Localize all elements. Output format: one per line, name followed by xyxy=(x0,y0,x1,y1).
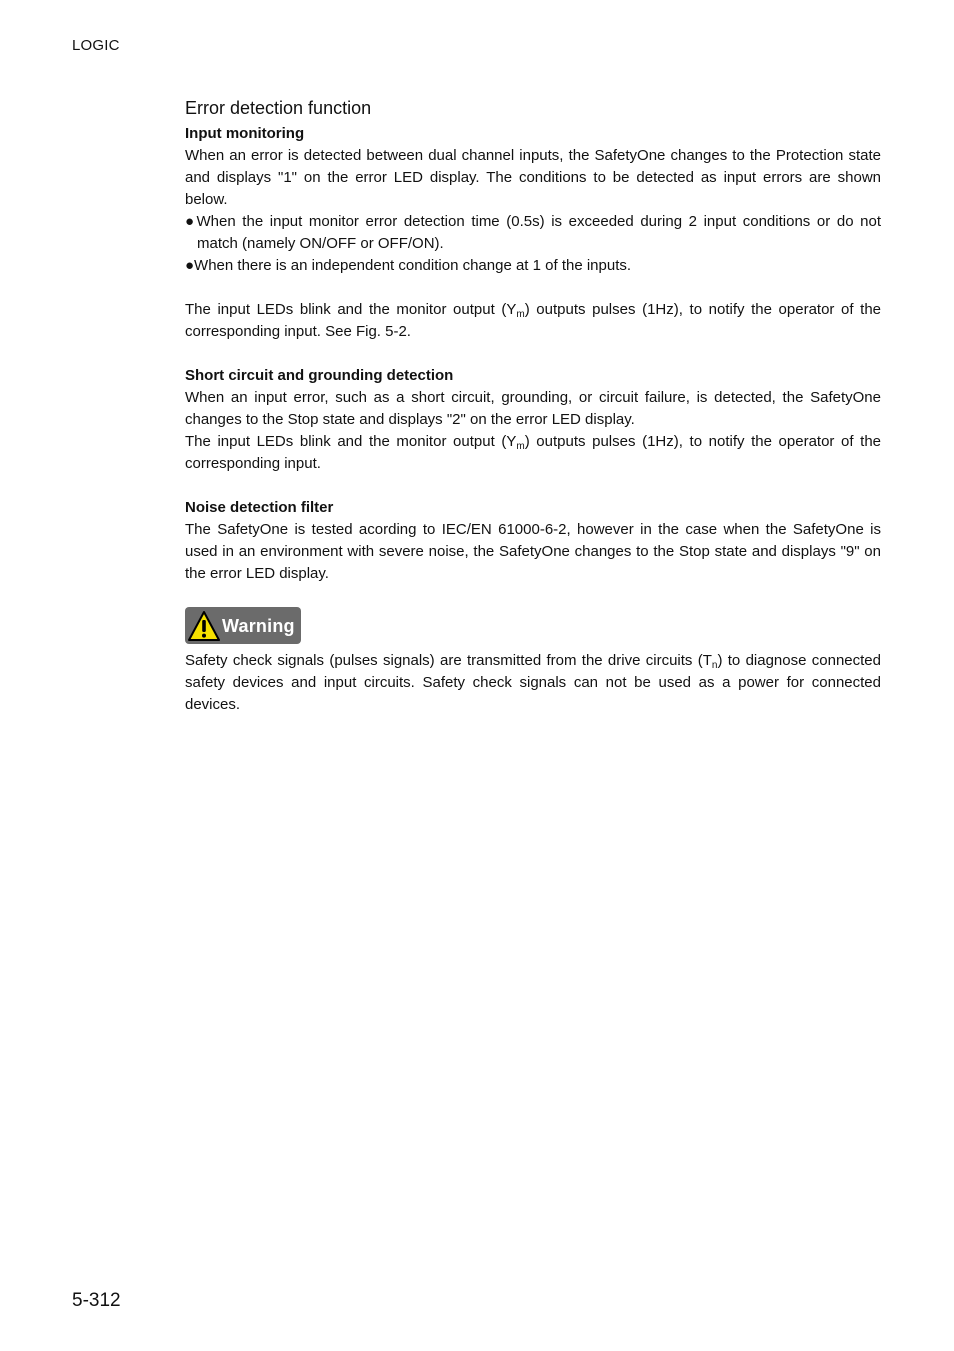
noise-filter-body: The SafetyOne is tested acording to IEC/EN 61000-6-2, however in the case when the SafetyOne is used in an environment with severe noise, the SafetyOne changes to the Stop state and displays "9" on the error LED display. xyxy=(185,521,881,582)
note-text-after: ) outputs pulses (1Hz), to notify the operator of the corresponding input. xyxy=(185,433,882,472)
input-monitoring-bullet-1: ●When the input monitor error detection time (0.5s) is exceeded during 2 input conditions or do not match (namely ON/OFF or OFF/ON). xyxy=(185,213,881,252)
noise-filter-heading: Noise detection filter xyxy=(185,499,334,516)
input-monitoring-bullet-2: ●When there is an independent condition change at 1 of the inputs. xyxy=(185,257,632,274)
warning-text xyxy=(185,650,881,716)
document-body xyxy=(185,96,881,716)
input-monitoring-note xyxy=(185,299,881,343)
section-title: Error detection function xyxy=(185,98,372,118)
warning-triangle-icon xyxy=(187,610,221,642)
note-text-after: ) outputs pulses (1Hz), to notify the operator of the corresponding input. See Fig. 5-2. xyxy=(185,301,882,340)
note-subscript: m xyxy=(516,309,525,320)
note-text-before: The input LEDs blink and the monitor output (Y xyxy=(185,433,517,450)
running-header: LOGIC xyxy=(72,37,120,54)
warning-text-before: Safety check signals (pulses signals) are transmitted from the drive circuits (T xyxy=(185,652,712,669)
page-number: 5-312 xyxy=(72,1290,121,1311)
warning-text-after: ) to diagnose connected safety devices and input circuits. Safety check signals can not be used as a power for connected devices. xyxy=(185,652,881,713)
note-text-before: The input LEDs blink and the monitor output (Y xyxy=(185,301,517,318)
warning-badge xyxy=(185,607,301,644)
short-circuit-note xyxy=(185,431,881,475)
short-circuit-heading: Short circuit and grounding detection xyxy=(185,367,454,384)
input-monitoring-heading: Input monitoring xyxy=(185,125,305,142)
warning-label: Warning xyxy=(222,615,295,636)
warning-subscript: n xyxy=(711,660,718,671)
input-monitoring-intro: When an error is detected between dual channel inputs, the SafetyOne changes to the Protection state and displays "1" on the error LED display. The conditions to be detected as input errors are shown below. xyxy=(185,147,881,208)
short-circuit-body: When an input error, such as a short circuit, grounding, or circuit failure, is detected, the SafetyOne changes to the Stop state and displays "2" on the error LED display. xyxy=(185,389,881,428)
note-subscript: m xyxy=(516,441,525,452)
